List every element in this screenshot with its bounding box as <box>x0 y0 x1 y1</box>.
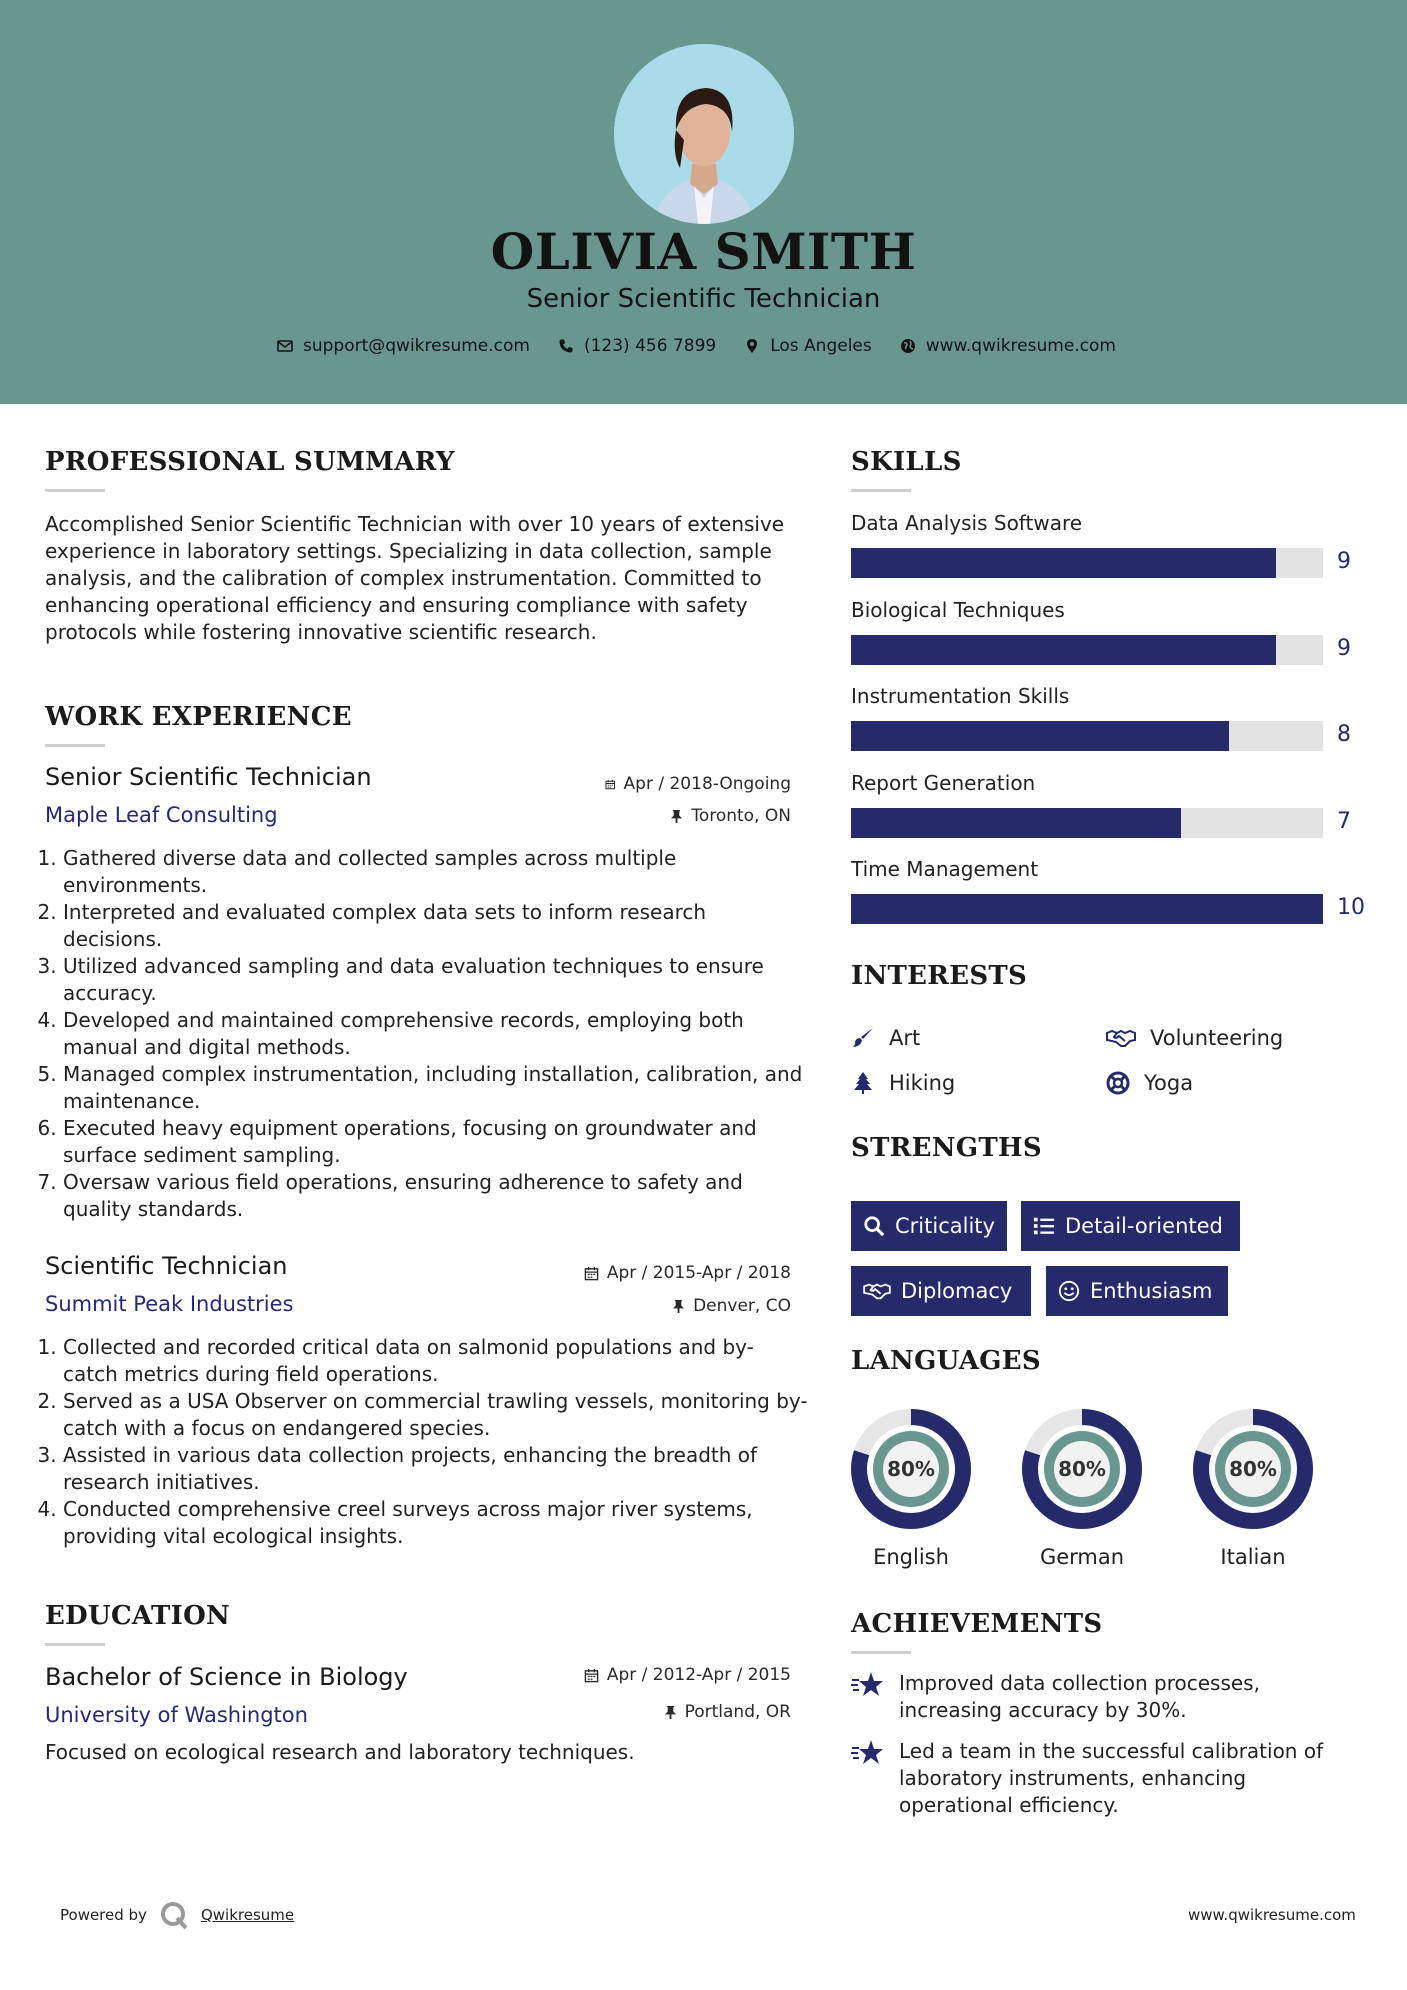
language-ring <box>1191 1407 1315 1531</box>
summary-divider <box>45 489 105 492</box>
language-percent: 80% <box>1058 1457 1106 1481</box>
education-degree: Bachelor of Science in Biology <box>45 1663 408 1691</box>
skill-label: Biological Techniques <box>851 597 1065 622</box>
job-1-location <box>605 806 791 826</box>
skill-value: 10 <box>1337 895 1365 920</box>
calendar-icon <box>584 1266 599 1281</box>
contact-website-text: www.qwikresume.com <box>925 336 1116 356</box>
strength-tag-detail-oriented <box>1021 1201 1240 1251</box>
education-school: University of Washington <box>45 1703 308 1727</box>
language-name: Italian <box>1220 1545 1286 1569</box>
skill-value: 9 <box>1337 549 1351 574</box>
envelope-icon <box>277 338 293 354</box>
interest-art <box>851 1026 920 1050</box>
language-ring <box>1020 1407 1144 1531</box>
education-location <box>605 1702 791 1722</box>
globe-icon <box>900 338 916 354</box>
strengths-heading: STRENGTHS <box>851 1133 1042 1163</box>
language-name: English <box>873 1545 949 1569</box>
interest-hiking <box>851 1071 955 1095</box>
list-icon <box>1033 1215 1055 1237</box>
achievement-text: Improved data collection processes, increasing accuracy by 30%. <box>899 1671 1260 1722</box>
experience-divider <box>45 744 105 747</box>
handshake-icon <box>1106 1026 1136 1050</box>
language-percent: 80% <box>1229 1457 1277 1481</box>
pushpin-icon <box>664 1705 677 1720</box>
skill-bar-track <box>851 894 1323 924</box>
skill-bar-track <box>851 721 1323 751</box>
language-ring <box>849 1407 973 1531</box>
interest-label: Volunteering <box>1150 1026 1284 1050</box>
job-2-title: Scientific Technician <box>45 1252 288 1280</box>
summary-text: Accomplished Senior Scientific Technician with over 10 years of extensive experience in laboratory settings. Specializing in data collection, sample analysis, and the calibration of complex instrumentation. Committed to enhancing operational efficiency and ensuring compliance with safety protocols while fostering innovative scientific research. <box>45 512 785 644</box>
skill-bar-track <box>851 548 1323 578</box>
contact-location <box>744 336 872 356</box>
job-2-date <box>575 1263 791 1283</box>
achievements-divider <box>851 1651 911 1654</box>
strength-tag-criticality <box>851 1201 1007 1251</box>
achievements-heading: ACHIEVEMENTS <box>851 1609 1103 1639</box>
job-2-duties <box>45 1334 808 1550</box>
profile-photo-illustration <box>614 44 794 224</box>
interest-volunteering <box>1106 1026 1283 1050</box>
list-item: 3. Assisted in various data collection projects, enhancing the breadth of research initiatives. <box>63 1442 808 1496</box>
achievement-text: Led a team in the successful calibration of laboratory instruments, enhancing operational efficiency. <box>899 1739 1324 1817</box>
job-2-location <box>605 1296 791 1316</box>
tree-icon <box>851 1071 875 1095</box>
job-1-date-text: Apr / 2018-Ongoing <box>623 774 791 794</box>
skill-label: Time Management <box>851 857 1039 881</box>
education-description: Focused on ecological research and laboratory techniques. <box>45 1740 635 1764</box>
education-heading: EDUCATION <box>45 1601 231 1631</box>
contact-row <box>0 336 1407 356</box>
job-2-date-text: Apr / 2015-Apr / 2018 <box>606 1263 791 1283</box>
job-1-duties <box>45 845 808 1223</box>
contact-location-text: Los Angeles <box>770 336 872 356</box>
handshake-icon <box>863 1280 891 1302</box>
strength-label: Detail-oriented <box>1065 1214 1223 1238</box>
language-german <box>1020 1407 1144 1577</box>
skill-bar-fill <box>851 548 1276 578</box>
phone-icon <box>558 338 574 354</box>
skill-label: Instrumentation Skills <box>851 684 1070 708</box>
contact-phone[interactable] <box>558 336 716 356</box>
education-divider <box>45 1643 105 1646</box>
list-item: 1. Gathered diverse data and collected samples across multiple environments. <box>63 845 808 899</box>
language-english <box>849 1407 973 1577</box>
candidate-title: Senior Scientific Technician <box>526 284 881 314</box>
language-percent: 80% <box>887 1457 935 1481</box>
experience-heading: WORK EXPERIENCE <box>45 702 352 732</box>
skill-bar-fill <box>851 721 1229 751</box>
header-banner <box>0 0 1407 404</box>
map-pin-icon <box>744 338 760 354</box>
skill-bar-fill <box>851 808 1181 838</box>
achievement-2 <box>851 1738 1351 1819</box>
interests-heading: INTERESTS <box>851 961 1028 991</box>
job-1-company: Maple Leaf Consulting <box>45 803 278 827</box>
calendar-icon <box>605 777 616 792</box>
job-2-company: Summit Peak Industries <box>45 1292 294 1316</box>
summary-heading: PROFESSIONAL SUMMARY <box>45 447 455 477</box>
skill-value: 8 <box>1337 722 1351 747</box>
strength-label: Enthusiasm <box>1090 1279 1213 1303</box>
interest-label: Yoga <box>1144 1071 1194 1095</box>
skill-value: 9 <box>1337 635 1351 661</box>
star-award-icon <box>851 1738 883 1768</box>
candidate-name: OLIVIA SMITH <box>490 222 917 281</box>
star-award-icon <box>851 1670 883 1700</box>
pushpin-icon <box>670 809 683 824</box>
lifebuoy-icon <box>1106 1071 1130 1095</box>
contact-phone-text: (123) 456 7899 <box>583 336 717 356</box>
contact-email[interactable] <box>277 336 530 356</box>
powered-by-label: Powered by <box>60 1906 147 1924</box>
contact-email-text: support@qwikresume.com <box>303 336 530 356</box>
interest-label: Art <box>889 1026 921 1050</box>
skill-bar-track <box>851 808 1323 838</box>
language-name: German <box>1039 1545 1125 1569</box>
qwikresume-link[interactable]: Qwikresume <box>200 1906 295 1924</box>
languages-heading: LANGUAGES <box>851 1346 1041 1376</box>
strength-tag-enthusiasm <box>1046 1266 1228 1316</box>
paintbrush-icon <box>851 1026 875 1050</box>
list-item: 3. Utilized advanced sampling and data evaluation techniques to ensure accuracy. <box>63 953 808 1007</box>
list-item: 2. Interpreted and evaluated complex data sets to inform research decisions. <box>63 899 808 953</box>
interest-yoga <box>1106 1071 1193 1095</box>
list-item: 7. Oversaw various field operations, ensuring adherence to safety and quality standards. <box>63 1169 808 1223</box>
job-1-location-text: Toronto, ON <box>691 806 791 826</box>
strength-tag-diplomacy <box>851 1266 1031 1316</box>
list-item: 6. Executed heavy equipment operations, focusing on groundwater and surface sediment sampling. <box>63 1115 808 1169</box>
footer-powered-by <box>60 1900 294 1930</box>
strength-label: Diplomacy <box>901 1279 1013 1303</box>
contact-website[interactable] <box>900 336 1116 356</box>
qwikresume-logo-icon <box>159 1900 189 1930</box>
skill-bar-fill <box>851 894 1323 924</box>
education-date-text: Apr / 2012-Apr / 2015 <box>606 1665 791 1685</box>
skill-label: Report Generation <box>851 770 1036 795</box>
smile-icon <box>1058 1280 1080 1302</box>
achievement-1 <box>851 1670 1351 1724</box>
calendar-icon <box>584 1668 599 1683</box>
strength-label: Criticality <box>895 1214 995 1238</box>
job-2-location-text: Denver, CO <box>693 1296 791 1316</box>
search-icon <box>863 1215 885 1237</box>
skills-divider <box>851 489 911 492</box>
list-item: 4. Conducted comprehensive creel surveys across major river systems, providing vital ecological insights. <box>63 1496 808 1550</box>
job-1-title: Senior Scientific Technician <box>45 763 372 791</box>
list-item: 1. Collected and recorded critical data on salmonid populations and by-catch metrics during field operations. <box>63 1334 808 1388</box>
interest-label: Hiking <box>889 1071 956 1095</box>
skill-bar-fill <box>851 635 1276 665</box>
list-item: 2. Served as a USA Observer on commercial trawling vessels, monitoring by-catch with a focus on endangered species. <box>63 1388 808 1442</box>
footer-website[interactable]: www.qwikresume.com <box>1188 1906 1356 1924</box>
education-location-text: Portland, OR <box>684 1702 791 1722</box>
skills-heading: SKILLS <box>851 447 962 477</box>
language-italian <box>1191 1407 1315 1577</box>
job-1-date <box>605 774 791 794</box>
skill-value: 7 <box>1337 808 1351 834</box>
list-item: 5. Managed complex instrumentation, including installation, calibration, and maintenance. <box>63 1061 808 1115</box>
list-item: 4. Developed and maintained comprehensive records, employing both manual and digital methods. <box>63 1007 808 1061</box>
profile-photo <box>614 44 794 224</box>
skill-bar-track <box>851 635 1323 665</box>
pushpin-icon <box>672 1299 685 1314</box>
skill-label: Data Analysis Software <box>851 511 1083 535</box>
education-date <box>575 1665 791 1685</box>
